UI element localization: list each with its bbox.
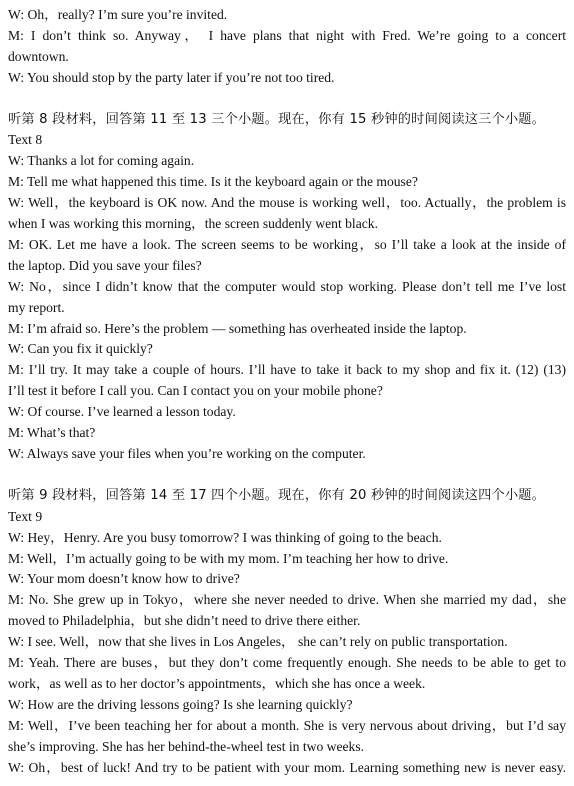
dialogue-line: M: Well，I’ve been teaching her for about a month. She is very nervous about driving，but I’d say [8,717,566,733]
paragraph-gap [8,465,566,486]
dialogue-line: M: Well，I’m actually going to be with my mom. I’m teaching her how to drive. [8,550,449,566]
dialogue-line: my report. [8,299,65,315]
dialogue-line: M: No. She grew up in Tokyo，where she never needed to drive. When she married my dad，she [8,592,566,608]
section-instruction: 听第 8 段材料，回答第 11 至 13 三个小题。现在，你有 15 秒钟的时间阅读这三个小题。 [8,111,546,127]
dialogue-line: W: Thanks a lot for coming again. [8,153,195,169]
transcript-body [8,5,566,779]
dialogue-line: W: Can you fix it quickly? [8,341,153,357]
dialogue-line: I’ll test it before I call you. Can I contact you on your mobile phone? [8,383,383,399]
dialogue-line: M: Yeah. There are buses，but they don’t come frequently enough. She needs to be able to get to [8,655,566,671]
paragraph-gap [8,89,566,110]
dialogue-line: M: OK. Let me have a look. The screen seems to be working，so I’ll take a look at the inside of [8,236,566,252]
dialogue-line: work，as well as to her doctor’s appointments，which she has once a week. [8,675,426,691]
dialogue-line: M: I don’t think so. Anyway， I have plans that night with Fred. We’re going to a concert [8,27,566,43]
text-title: Text 8 [8,132,43,148]
dialogue-line: W: How are the driving lessons going? Is she learning quickly? [8,696,353,712]
dialogue-line: W: Of course. I’ve learned a lesson today. [8,404,236,420]
dialogue-line: W: Oh，really? I’m sure you’re invited. [8,7,228,22]
dialogue-line: M: What’s that? [8,425,96,441]
dialogue-line: M: I’ll try. It may take a couple of hours. I’ll have to take it back to my shop and fix it. (12) (13) [8,362,566,378]
dialogue-line: W: I see. Well，now that she lives in Los Angeles， she can’t rely on public transportation. [8,634,508,650]
text-title: Text 9 [8,508,43,524]
dialogue-line: W: Well，the keyboard is OK now. And the mouse is working well，too. Actually，the problem is [8,195,566,211]
dialogue-line: W: Always save your files when you’re working on the computer. [8,446,366,462]
dialogue-line: M: I’m afraid so. Here’s the problem — something has overheated inside the laptop. [8,320,467,336]
dialogue-line: the laptop. Did you save your files? [8,257,202,273]
dialogue-line: when I was working this morning，the screen suddenly went black. [8,216,378,232]
dialogue-line: she’s improving. She has her behind-the-wheel test in two weeks. [8,738,365,754]
dialogue-line: W: Hey，Henry. Are you busy tomorrow? I was thinking of going to the beach. [8,529,442,545]
section-instruction: 听第 9 段材料，回答第 14 至 17 四个小题。现在，你有 20 秒钟的时间阅读这四个小题。 [8,487,546,503]
dialogue-line: W: No，since I didn’t know that the computer would stop working. Please don’t tell me I’ve lost [8,278,566,294]
dialogue-line: W: Your mom doesn’t know how to drive? [8,571,240,587]
dialogue-line: W: You should stop by the party later if you’re not too tired. [8,69,335,85]
dialogue-line: downtown. [8,48,69,64]
dialogue-line: W: Oh，best of luck! And try to be patient with your mom. Learning something new is never easy. [8,759,566,775]
dialogue-line: moved to Philadelphia，but she didn’t need to drive there either. [8,613,361,629]
dialogue-line: M: Tell me what happened this time. Is it the keyboard again or the mouse? [8,174,418,190]
